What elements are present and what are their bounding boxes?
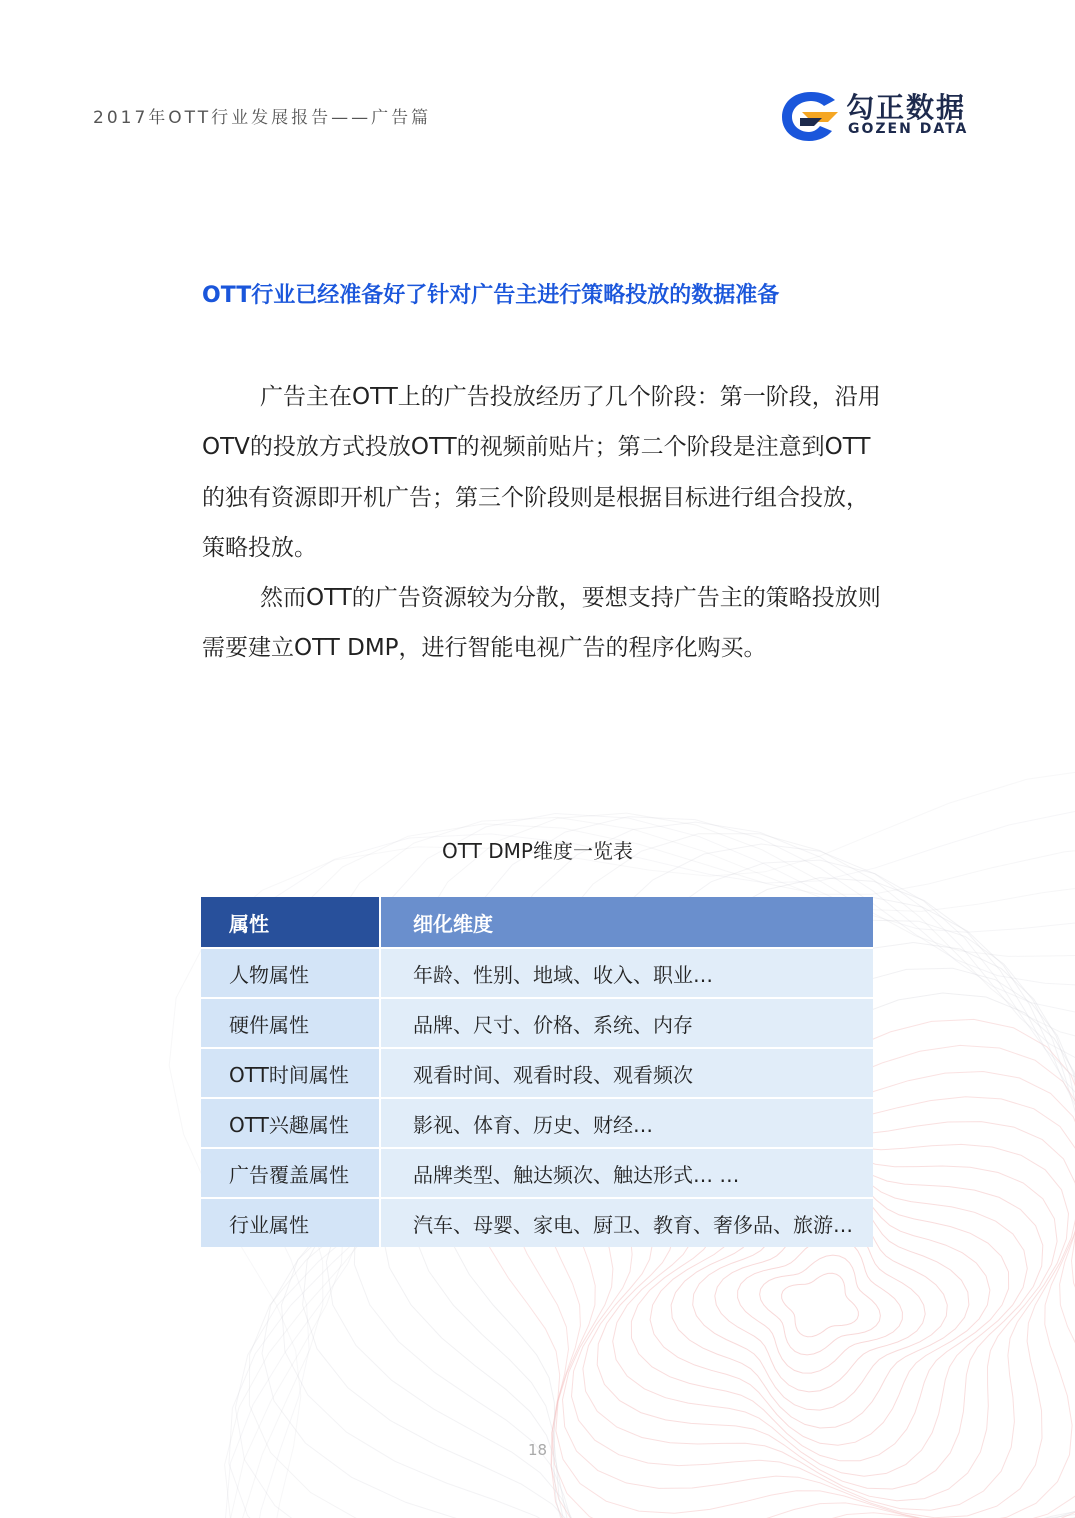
company-logo <box>778 88 988 144</box>
row-dimension: 汽车、母婴、家电、厨卫、教育、奢侈品、旅游… <box>380 1198 873 1247</box>
row-attribute: 硬件属性 <box>201 998 380 1048</box>
dmp-dimension-table <box>201 897 873 1247</box>
row-attribute: 行业属性 <box>201 1198 380 1247</box>
row-dimension: 年龄、性别、地域、收入、职业… <box>380 948 873 998</box>
table-row <box>201 1198 873 1247</box>
logo-name-en: GOZEN DATA <box>848 121 969 137</box>
section-heading: OTT行业已经准备好了针对广告主进行策略投放的数据准备 <box>202 283 780 308</box>
body-text <box>202 372 882 674</box>
row-attribute: 广告覆盖属性 <box>201 1148 380 1198</box>
wave-line <box>782 1273 859 1336</box>
table-row <box>201 998 873 1048</box>
row-dimension: 品牌、尺寸、价格、系统、内存 <box>380 998 873 1048</box>
table-row <box>201 948 873 998</box>
header-dimension: 细化维度 <box>380 897 873 948</box>
wave-line <box>738 1237 903 1373</box>
row-attribute: OTT时间属性 <box>201 1048 380 1098</box>
row-attribute: 人物属性 <box>201 948 380 998</box>
wave-line <box>760 1255 881 1355</box>
logo-mark-icon <box>778 88 842 144</box>
report-title: 2017年OTT行业发展报告——广告篇 <box>93 108 432 128</box>
page-number: 18 <box>527 1441 548 1459</box>
paragraph-2: 然而OTT的广告资源较为分散，要想支持广告主的策略投放则需要建立OTT DMP，进行智能电视广告的程序化购买。 <box>202 585 881 662</box>
row-attribute: OTT兴趣属性 <box>201 1098 380 1148</box>
row-dimension: 品牌类型、触达频次、触达形式… … <box>380 1148 873 1198</box>
table-row <box>201 1048 873 1098</box>
row-dimension: 影视、体育、历史、财经… <box>380 1098 873 1148</box>
row-dimension: 观看时间、观看时段、观看频次 <box>380 1048 873 1098</box>
table-title: OTT DMP维度一览表 <box>442 839 633 863</box>
table-header-row <box>201 897 873 948</box>
logo-name-cn: 勾正数据 <box>846 91 967 124</box>
table-row <box>201 1148 873 1198</box>
table-row <box>201 1098 873 1148</box>
paragraph-1: 广告主在OTT上的广告投放经历了几个阶段：第一阶段，沿用OTV的投放方式投放OTT的视频前贴片；第二个阶段是注意到OTT的独有资源即开机广告；第三个阶段则是根据目标进行组合投放，策略投放。 <box>202 384 881 561</box>
header-attribute: 属性 <box>201 897 380 948</box>
